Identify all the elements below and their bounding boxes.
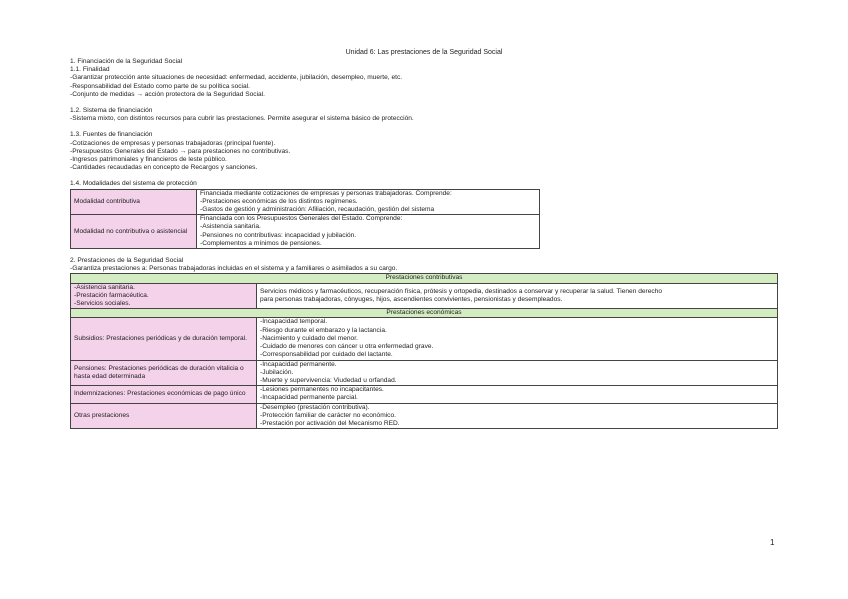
cell-line: -Asistencia sanitaria. — [74, 283, 135, 291]
cell-line: -Muerte y supervivencia: Viudedad u orfandad. — [260, 376, 397, 384]
table-label-cell: Modalidad no contributiva o asistencial — [71, 215, 197, 249]
section-2-intro: -Garantiza prestaciones a: Personas trabajadoras incluidas en el sistema y a familiares o asimilados a su cargo. — [70, 265, 398, 273]
page-number: 1 — [770, 538, 775, 547]
benefits-table — [70, 273, 778, 429]
cell-line: -Servicios sociales. — [74, 300, 131, 308]
cell-line: Financiada con los Presupuestos Generales del Estado. Comprende: — [200, 215, 403, 223]
table-row — [71, 403, 778, 429]
cell-line: -Lesiones permanentes no incapacitantes. — [260, 386, 384, 394]
band-economic: Prestaciones económicas — [71, 309, 778, 318]
cell-line: -Asistencia sanitaria. — [200, 223, 261, 231]
cell-line: -Incapacidad temporal. — [260, 318, 328, 326]
section-1-heading: 1. Financiación de la Seguridad Social — [70, 58, 183, 65]
section-2-heading: 2. Prestaciones de la Seguridad Social — [70, 257, 184, 265]
table-cell — [197, 189, 540, 215]
cell-line: -Gastos de gestión y administración: Afiliación, recaudación, gestión del sistema — [200, 206, 435, 214]
cell-line: para personas trabajadoras, cónyuges, hijos, ascendientes convivientes, pensionistas y desempleados. — [260, 295, 563, 303]
section-1-3-heading: 1.3. Fuentes de financiación — [70, 131, 153, 139]
table-cell — [257, 283, 778, 309]
section-1-1-heading: 1.1. Finalidad — [70, 66, 110, 74]
list-item: -Cotizaciones de empresas y personas trabajadoras (principal fuente). — [70, 139, 276, 147]
cell-line: -Nacimiento y cuidado del menor. — [260, 334, 358, 342]
table-label-cell — [71, 283, 257, 309]
cell-line: -Riesgo durante el embarazo y la lactancia. — [260, 326, 387, 334]
table-cell — [257, 318, 778, 360]
cell-line: Servicios médicos y farmacéuticos, recuperación física, prótesis y ortopedia, destinados a conservar y recuperar la salud. Tienen derecho — [260, 287, 663, 295]
cell-line: -Incapacidad permanente parcial. — [260, 394, 358, 402]
band-contributive: Prestaciones contributivas — [71, 274, 778, 283]
table-label-cell: Otras prestaciones — [71, 403, 257, 429]
cell-line: -Desempleo (prestación contributiva). — [260, 403, 370, 411]
table-cell — [257, 360, 778, 386]
list-item: -Responsabilidad del Estado como parte de su política social. — [70, 82, 250, 90]
cell-line: -Jubilación. — [260, 368, 294, 376]
document-body — [70, 58, 778, 429]
list-item: -Sistema mixto, con distintos recursos para cubrir las prestaciones. Permite asegurar el sistema básico de protección. — [70, 115, 414, 123]
table-cell — [257, 386, 778, 403]
cell-line: -Protección familiar de carácter no económico. — [260, 411, 396, 419]
list-item: -Presupuestos Generales del Estado → para prestaciones no contributivas. — [70, 147, 291, 155]
section-1-2-heading: 1.2. Sistema de financiación — [70, 107, 153, 115]
cell-line: -Prestación farmacéutica. — [74, 291, 149, 299]
cell-line: -Pensiones no contributivas: incapacidad y jubilación. — [200, 231, 357, 239]
cell-line: -Incapacidad permanente. — [260, 360, 337, 368]
table-label-cell: Indemnizaciones: Prestaciones económicas de pago único — [71, 386, 257, 403]
table-row — [71, 309, 778, 318]
table-row — [71, 274, 778, 283]
table-row — [71, 215, 540, 249]
page-title: Unidad 6: Las prestaciones de la Seguridad Social — [345, 49, 503, 56]
table-cell — [257, 403, 778, 429]
cell-line: -Cuidado de menores con cáncer u otra enfermedad grave. — [260, 343, 434, 351]
table-label-cell: Pensiones: Prestaciones periódicas de duración vitalicia o hasta edad determinada — [71, 360, 257, 386]
cell-line: -Prestaciones económicas de los distintos regímenes. — [200, 197, 358, 205]
table-row — [71, 386, 778, 403]
cell-line: Financiada mediante cotizaciones de empresas y personas trabajadoras. Comprende: — [200, 189, 452, 197]
table-row — [71, 189, 540, 215]
table-label-cell: Modalidad contributiva — [71, 189, 197, 215]
table-row — [71, 318, 778, 360]
cell-line: -Complementos a mínimos de pensiones. — [200, 239, 322, 247]
list-item: -Cantidades recaudadas en concepto de Recargos y sanciones. — [70, 164, 258, 172]
table-row — [71, 283, 778, 309]
modalities-table — [70, 189, 540, 249]
table-cell — [197, 215, 540, 249]
list-item: -Ingresos patrimoniales y financieros de leste público. — [70, 156, 227, 164]
cell-line: -Prestación por activación del Mecanismo RED. — [260, 419, 400, 427]
list-item: -Garantizar protección ante situaciones de necesidad: enfermedad, accidente, jubilación, desempleo, muerte, etc. — [70, 74, 403, 82]
section-1-4-heading: 1.4. Modalidades del sistema de protección — [70, 180, 197, 188]
cell-line: -Corresponsabilidad por cuidado del lactante. — [260, 351, 393, 359]
list-item: -Conjunto de medidas → acción protectora de la Seguridad Social. — [70, 90, 265, 98]
table-label-cell: Subsidios: Prestaciones periódicas y de duración temporal. — [71, 318, 257, 360]
table-row — [71, 360, 778, 386]
